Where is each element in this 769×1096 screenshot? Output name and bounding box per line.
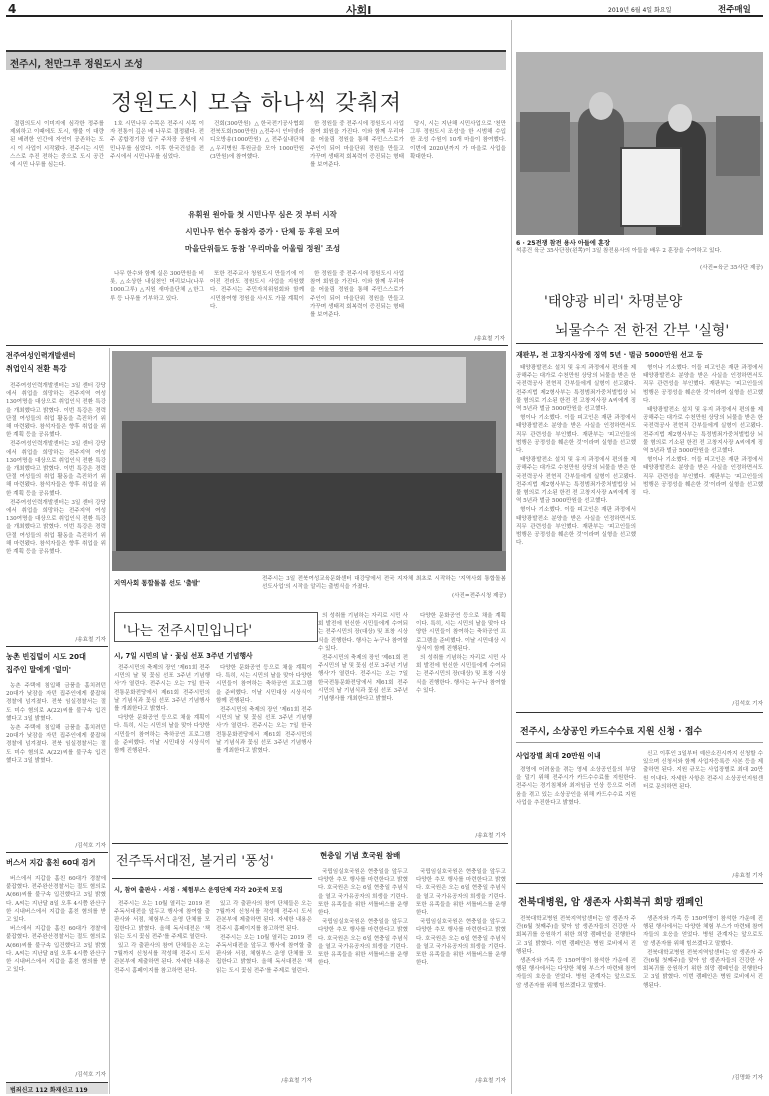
divider: [516, 742, 763, 743]
card-sub: 사업장별 최대 20만원 이내: [516, 752, 601, 760]
solar-sub: 재판부, 전 고창지사장에 징역 5년 · 벌금 5000만원 선고 등: [516, 351, 703, 359]
section-title: 사회Ⅰ: [346, 4, 372, 17]
column-separator: [511, 20, 512, 1094]
crime-report-text: 범죄신고 112 화재신고 119: [10, 1087, 88, 1094]
masthead: [6, 0, 763, 17]
loans-head-2: 집주인 말에게 '덜미': [6, 665, 71, 674]
women-head-2: 취업인식 전환 특강: [6, 364, 67, 373]
lead-col-4: 한 정원들 중 전주시에 정원도시 사업 참여 회원을 가진다. 이와 함께 우리마을 어울림 정원을 통해 주민스스로가 주인이 되어 마을단위 정원을 만들고 가꾸며 생태적 회복력이 증진되는 형태를 보여준다.: [310, 121, 404, 169]
paper-name: 전주매일: [718, 5, 751, 15]
citizen-headline: '나는 전주시민입니다': [123, 623, 253, 639]
women-body: 전주여성인력개발센터는 3일 센터 강당에서 취업을 희망하는 전주지역 여성 130여명을 대상으로 취업인식 전환 특강을 개최했다고 밝혔다. 이번 특강은 경력단절 여성들의 취업 활동을 촉진하기 위해 마련됐다. 참석자들은 향후 취업을 위한 계획 등을 공유했다. 전주여성인력개발센터는 3일 센터 강당에서 취업을 희망하는 전주지역 여성 130여명을 대상으로 취업인식 전환 특강을 개최했다고 밝혔다. 이번 특강은 경력단절 여성들의 취업 활동을 촉진하기 위해 마련됐다. 참석자들은 향후 취업을 위한 계획 등을 공유했다. 전주여성인력개발센터는 3일 센터 강당에서 취업을 희망하는 전주지역 여성 130여명을 대상으로 취업인식 전환 특강을 개최했다고 밝혔다. 이번 특강은 경력단절 여성들의 취업 활동을 촉진하기 위해 마련됐다. 참석자들은 향후 취업을 위한 계획 등을 공유했다.: [6, 383, 106, 556]
loans-byline: /김석호 기자: [75, 843, 106, 849]
funeral-body: 국립임실호국원은 현충일을 앞두고 다양한 추모 행사를 마련한다고 밝혔다. 호국원은 오는 6일 현충일 추념식을 열고 국가유공자의 희생을 기린다. 또한 유족들을 위한 셔틀버스를 운행한다. 국립임실호국원은 현충일을 앞두고 다양한 추모 행사를 마련한다고 밝혔다. 호국원은 오는 6일 현충일 추념식을 열고 국가유공자의 희생을 기린다. 또한 유족들을 위한 셔틀버스를 운행한다. 국립임실호국원은 현충일을 앞두고 다양한 추모 행사를 마련한다고 밝혔다. 호국원은 오는 6일 현충일 추념식을 열고 국가유공자의 희생을 기린다. 또한 유족들을 위한 셔틀버스를 운행한다. 국립임실호국원은 현충일을 앞두고 다양한 추모 행사를 마련한다고 밝혔다. 호국원은 오는 6일 현충일 추념식을 열고 국가유공자의 희생을 기린다. 또한 유족들을 위한 셔틀버스를 운행한다.: [318, 869, 506, 967]
lead-subheads: [120, 206, 405, 257]
lead-col-3: 건회(300만원) △한국전기공사협회 전북도회(500만원) △전주시 인터넷라디오방송(1000만원) △전주실내단체 △우리병원 후원금을 모아 1000만원(3만원)에 참여했다.: [210, 121, 304, 160]
solar-headline: 뇌물수수 전 한전 간부 '실형': [555, 323, 730, 339]
funeral-byline: /송효철 기자: [475, 1078, 506, 1084]
loans-body: 농촌 주택에 침입해 금품을 훔치려던 20대가 낮잠을 자던 집주인에게 붙잡혀 경찰에 넘겨졌다. 전북 임실경찰서는 절도 미수 혐의로 A(22)씨를 불구속 입건했다고 3일 밝혔다. 농촌 주택에 침입해 금품을 훔치려던 20대가 낮잠을 자던 집주인에게 붙잡혀 경찰에 넘겨졌다. 전북 임실경찰서는 절도 미수 혐의로 A(22)씨를 불구속 입건했다고 3일 밝혔다.: [6, 683, 106, 764]
reading-headline: 전주독서대전, 볼거리 '풍성': [116, 854, 274, 869]
lead-byline: /송효철 기자: [474, 336, 505, 342]
floor: [112, 551, 506, 571]
crowd-back-row: [122, 421, 496, 481]
soldiers-left: [520, 112, 570, 172]
reading-col-1: 전주시는 오는 10월 열리는 2019 전주독서대전을 앞두고 행사에 참여할 출판사와 서점, 체험부스 운영 단체를 모집한다고 밝혔다. 올해 독서대전은 '책 읽는 도시 꽃심 전주'를 주제로 열린다. 있고 각 출판사의 참여 단체들은 오는 7월까지 신청서를 작성해 전주시 도서관본부에 제출하면 된다. 자세한 내용은 전주시 홈페이지를 참고하면 된다.: [114, 901, 210, 974]
stage-banner: [152, 357, 466, 403]
hospital-headline: 전북대병원, 암 생존자 사회복귀 희망 캠페인: [518, 897, 704, 908]
officer-head: [589, 92, 613, 120]
lead-photo-caption: 석종건 육군 35사단장(왼쪽)이 3일 참전용사의 아들을 배우 2 훈장을 수여하고 있다.: [516, 248, 722, 254]
citizen-col-1: 전주시민의 축제의 장인 '제61회 전주시민의 날 및 꽃심 선포 3주년 기념행사'가 열린다. 전주시는 오는 7일 한국전통문화전당에서 제61회 전주시민의 날 기념식과 꽃심 선포 3주년 기념행사를 개최한다고 밝혔다. 다양한 문화공연 등으로 채울 계획이다. 특히, 시는 시민의 날을 맞아 다양한 시민들이 참여하는 축하공연 프로그램을 준비했다. 이날 시민대상 시상식이 함께 진행된다.: [114, 665, 210, 755]
reading-col-2: 있고 각 출판사의 참여 단체들은 오는 7월까지 신청서를 작성해 전주시 도서관본부에 제출하면 된다. 자세한 내용은 전주시 홈페이지를 참고하면 된다. 전주시는 오는 10월 열리는 2019 전주독서대전을 앞두고 행사에 참여할 출판사와 서점, 체험부스 운영 단체를 모집한다고 밝혔다. 올해 독서대전은 '책 읽는 도시 꽃심 전주'를 주제로 열린다.: [216, 901, 312, 974]
bus-head: 버스서 지갑 훔친 60대 검거: [6, 858, 96, 867]
women-byline: /송효철 기자: [75, 637, 106, 643]
event-credit: (사진=전주시청 제공): [451, 593, 506, 599]
divider: [112, 843, 508, 844]
lead-col-2: 1호 시민나무 수목은 전주시 시목 이자 전통이 깊은 배 나무로 결정됐다. 전주 종합경기장 입구 주차장 공원에 시민나무를 심었다. 이후 한국건설을 전주시에서 시민나무를 심었다.: [110, 121, 204, 160]
citizen-byline: /송효철 기자: [475, 833, 506, 839]
lead-sub-3: 마을단위들도 동참 '우리마을 어울림 정원' 조성: [184, 244, 341, 253]
certificate: [620, 147, 682, 227]
funeral-head: 현충일 기념 호국원 참배: [320, 851, 401, 860]
divider: [516, 712, 763, 713]
divider: [516, 883, 763, 884]
hospital-col-1: 전북대학교병원 전북지역암센터는 암 생존자 주간(6월 첫째주)을 맞아 암 생존자들의 건강한 사회복귀를 응원하기 위한 희망 캠페인을 진행한다고 3일 밝혔다. 이번 캠페인은 병원 로비에서 진행된다. 생존자와 가족 등 150여명이 참석한 가운데 진행된 행사에서는 다양한 체험 부스가 마련돼 참여자들의 호응을 얻었다. 병원 관계자는 앞으로도 암 생존자를 위해 힘쓰겠다고 말했다.: [516, 916, 636, 989]
solar-col-1: 태양광발전소 설치 및 유지 과정에서 편의를 제공해주는 대가로 수천만원 상당의 뇌물을 받은 한국전력공사 전현직 간부들에게 실형이 선고됐다. 전주지법 제2형사부는 특정범죄가중처벌법상 뇌물 혐의로 기소된 한전 전 고창지사장 A씨에게 징역 5년과 벌금 5000만원을 선고했다. 형이나 기소했다. 이들 피고인은 재판 과정에서 태양광발전소 분양을 받은 사실을 인정하면서도 직무 관련성을 부인했다. 재판부는 '피고인들의 범행은 공정성을 훼손한 것'이라며 실형을 선고했다. 태양광발전소 설치 및 유지 과정에서 편의를 제공해주는 대가로 수천만원 상당의 뇌물을 받은 한국전력공사 전현직 간부들에게 실형이 선고됐다. 전주지법 제2형사부는 특정범죄가중처벌법상 뇌물 혐의로 기소된 한전 전 고창지사장 A씨에게 징역 5년과 벌금 5000만원을 선고했다. 형이나 기소했다. 이들 피고인은 재판 과정에서 태양광발전소 분양을 받은 사실을 인정하면서도 직무 관련성을 부인했다. 재판부는 '피고인들의 범행은 공정성을 훼손한 것'이라며 실형을 선고했다.: [516, 365, 636, 547]
lead-col-4b: 당시, 시는 지난해 시민사업으로 '천만그루 정원도시 조성'을 한 시범해 수입한 조성 수원이 10개 마을이 참여했다. 이번에 2020년까지 가 마을로 사업을 확대한다.: [410, 121, 506, 160]
hospital-col-2: 생존자와 가족 등 150여명이 참석한 가운데 진행된 행사에서는 다양한 체험 부스가 마련돼 참여자들의 호응을 얻었다. 병원 관계자는 앞으로도 암 생존자를 위해 힘쓰겠다고 말했다. 전북대학교병원 전북지역암센터는 암 생존자 주간(6월 첫째주)을 맞아 암 생존자들의 건강한 사회복귀를 응원하기 위한 희망 캠페인을 진행한다고 3일 밝혔다. 이번 캠페인은 병원 로비에서 진행된다.: [643, 916, 763, 989]
solar-byline: /김석호 기자: [732, 701, 763, 707]
group-event-photo: [112, 351, 506, 571]
bus-body: 버스에서 지갑을 훔친 60대가 경찰에 붙잡혔다. 전주완산경찰서는 절도 혐의로 A(66)씨를 불구속 입건했다고 3일 밝혔다. A씨는 지난달 8일 오후 4시쯤 완산구 한 시내버스에서 지갑을 훔친 혐의를 받고 있다. 버스에서 지갑을 훔친 60대가 경찰에 붙잡혔다. 전주완산경찰서는 절도 혐의로 A(66)씨를 불구속 입건했다고 3일 밝혔다. A씨는 지난달 8일 오후 4시쯤 완산구 한 시내버스에서 지갑을 훔친 혐의를 받고 있다.: [6, 876, 106, 974]
divider: [6, 646, 108, 647]
military-ceremony-photo: [516, 52, 763, 235]
page-number: 4: [8, 2, 17, 16]
lead-sub-2: 시민나무 헌수 동참자 증가 · 단체 등 후원 모여: [185, 227, 340, 236]
reading-sub: 시, 참여 출판사 · 서점 · 체험부스 운영단체 각각 20곳씩 모집: [114, 887, 283, 894]
divider: [112, 878, 312, 879]
lead-col-6: 또한 전주교사 청원도시 만들기에 이어진 전라도 정원도시 사업을 지원했다. 전주시는 주민자치위원회와 함께 시민참여형 정원을 사시도 가꿀 계획이다.: [210, 271, 304, 310]
card-byline: /송효철 기자: [732, 873, 763, 879]
solar-kicker: '태양광 비리' 차명분양: [544, 294, 683, 310]
lead-photo-caption-title: 6 · 25전쟁 참전 용사 아들에 훈장: [516, 240, 610, 247]
issue-date: 2019년 6월 4일 화요일: [608, 7, 672, 14]
divider: [516, 343, 763, 344]
solar-col-2: 형이나 기소했다. 이들 피고인은 재판 과정에서 태양광발전소 분양을 받은 사실을 인정하면서도 직무 관련성을 부인했다. 재판부는 '피고인들의 범행은 공정성을 훼손한 것'이라며 실형을 선고했다. 태양광발전소 설치 및 유지 과정에서 편의를 제공해주는 대가로 수천만원 상당의 뇌물을 받은 한국전력공사 전현직 간부들에게 실형이 선고됐다. 전주지법 제2형사부는 특정범죄가중처벌법상 뇌물 혐의로 기소된 한전 전 고창지사장 A씨에게 징역 5년과 벌금 5000만원을 선고했다. 형이나 기소했다. 이들 피고인은 재판 과정에서 태양광발전소 분양을 받은 사실을 인정하면서도 직무 관련성을 부인했다. 재판부는 '피고인들의 범행은 공정성을 훼손한 것'이라며 실형을 선고했다.: [643, 365, 763, 497]
column-separator: [109, 348, 110, 1094]
bus-byline: /김석호 기자: [75, 1072, 106, 1078]
lead-col-5: 나무 한수와 함께 실은 300만원을 비롯, △소상한 내실천인 머리보니(나무 1000그루) △지원 새마을단체 △한그루 등 나무를 기부하고 있다.: [110, 271, 204, 302]
event-caption-title: 지역사회 통합돌봄 선도 '출발': [114, 579, 201, 587]
reading-byline: /송효철 기자: [281, 1078, 312, 1084]
women-head-1: 전주여성인력개발센터: [6, 351, 76, 360]
card-col-1: 경영에 어려움을 겪는 영세 소상공인들의 부담을 덜기 위해 전주시가 카드수수료를 지원한다. 전주시는 경기침체와 최저임금 인상 등으로 어려움을 겪고 있는 소상공인을 위해 카드수수료 지원사업을 추진한다고 밝혔다.: [516, 767, 636, 806]
lead-headline: 정원도시 모습 하나씩 갖춰져: [110, 91, 402, 116]
lead-photo-credit: (사진=육군 35사단 제공): [700, 265, 763, 271]
lead-banner-text: 전주시, 천만그루 정원도시 조성: [10, 59, 143, 70]
card-col-2: 신고 이후인 3일부터 예산소진시까지 신청할 수 있으며 신청서와 함께 사업자등록증 사본 등을 제출하면 된다. 지원 규모는 사업장별로 최대 20만원 이내다. 자세한 사항은 전주시 소상공인지원센터로 문의하면 된다.: [643, 751, 763, 790]
divider: [6, 345, 508, 346]
citizen-col-2: 다양한 문화공연 등으로 채울 계획이다. 특히, 시는 시민의 날을 맞아 다양한 시민들이 참여하는 축하공연 프로그램을 준비했다. 이날 시민대상 시상식이 함께 진행된다. 전주시민의 축제의 장인 '제61회 전주시민의 날 및 꽃심 선포 3주년 기념행사'가 열린다. 전주시는 오는 7일 한국전통문화전당에서 제61회 전주시민의 날 기념식과 꽃심 선포 3주년 기념행사를 개최한다고 밝혔다.: [216, 665, 312, 755]
hospital-byline: /김명화 기자: [732, 1075, 763, 1081]
officer-figure: [578, 107, 624, 235]
citizen-sub: 시, 7일 시민의 날 · 꽃심 선포 3주년 기념행사: [114, 652, 253, 660]
citizen-headline-box: [114, 612, 318, 642]
lead-col-1: 결림의도시 이미지에 심각한 정주를 제외하고 이때에도 도시, 행불 이 대량된 배려한 인간에 자연이 공존하는 도시 이 사업이 시작됐다. 전주시는 시민 스스로 추진 전하는 중으로 도시 공간에 시민 나무를 심는다.: [10, 121, 104, 169]
divider: [6, 852, 108, 853]
civilian-head: [668, 104, 692, 132]
loans-head-1: 농촌 빈집털이 시도 20대: [6, 652, 86, 661]
soldiers-right: [716, 116, 760, 176]
crime-report-box: [6, 1082, 108, 1094]
card-headline: 전주시, 소상공인 카드수수료 지원 신청 · 접수: [520, 727, 703, 737]
citizen-col-3: 의 성취를 기념하는 자리로 시민 사회 발전에 헌신한 시민들에게 수여되는 전주시민의 장(대상) 및 표창 시상식을 진행한다. 행사는 누구나 참여할 수 있다. 전주시민의 축제의 장인 '제61회 전주시민의 날 및 꽃심 선포 3주년 기념행사'가 열린다. 전주시는 오는 7일 한국전통문화전당에서 제61회 전주시민의 날 기념식과 꽃심 선포 3주년 기념행사를 개최한다고 밝혔다. 다양한 문화공연 등으로 채울 계획이다. 특히, 시는 시민의 날을 맞아 다양한 시민들이 참여하는 축하공연 프로그램을 준비했다. 이날 시민대상 시상식이 함께 진행된다. 의 성취를 기념하는 자리로 시민 사회 발전에 헌신한 시민들에게 수여되는 전주시민의 장(대상) 및 표창 시상식을 진행한다. 행사는 누구나 참여할 수 있다.: [318, 613, 506, 703]
lead-col-6b: 한 정원들 중 전주시에 정원도시 사업 참여 회원을 가진다. 이와 함께 우리마을 어울림 정원을 통해 주민스스로가 주인이 되어 마을단위 정원을 만들고 가꾸며 생태적 회복력이 증진되는 형태를 보여준다.: [310, 271, 404, 319]
lead-banner: [6, 50, 506, 70]
lead-sub-1: 유휘원 원아들 첫 시민나무 심은 것 부터 시작: [188, 210, 337, 219]
event-caption: 전주시는 3일 전북여성교육문화센터 대강당에서 전국 지자체 최초로 시작하는 '지역사회 통합돌봄 선도사업'의 시작을 알리는 출범식을 가졌다.: [262, 576, 506, 591]
